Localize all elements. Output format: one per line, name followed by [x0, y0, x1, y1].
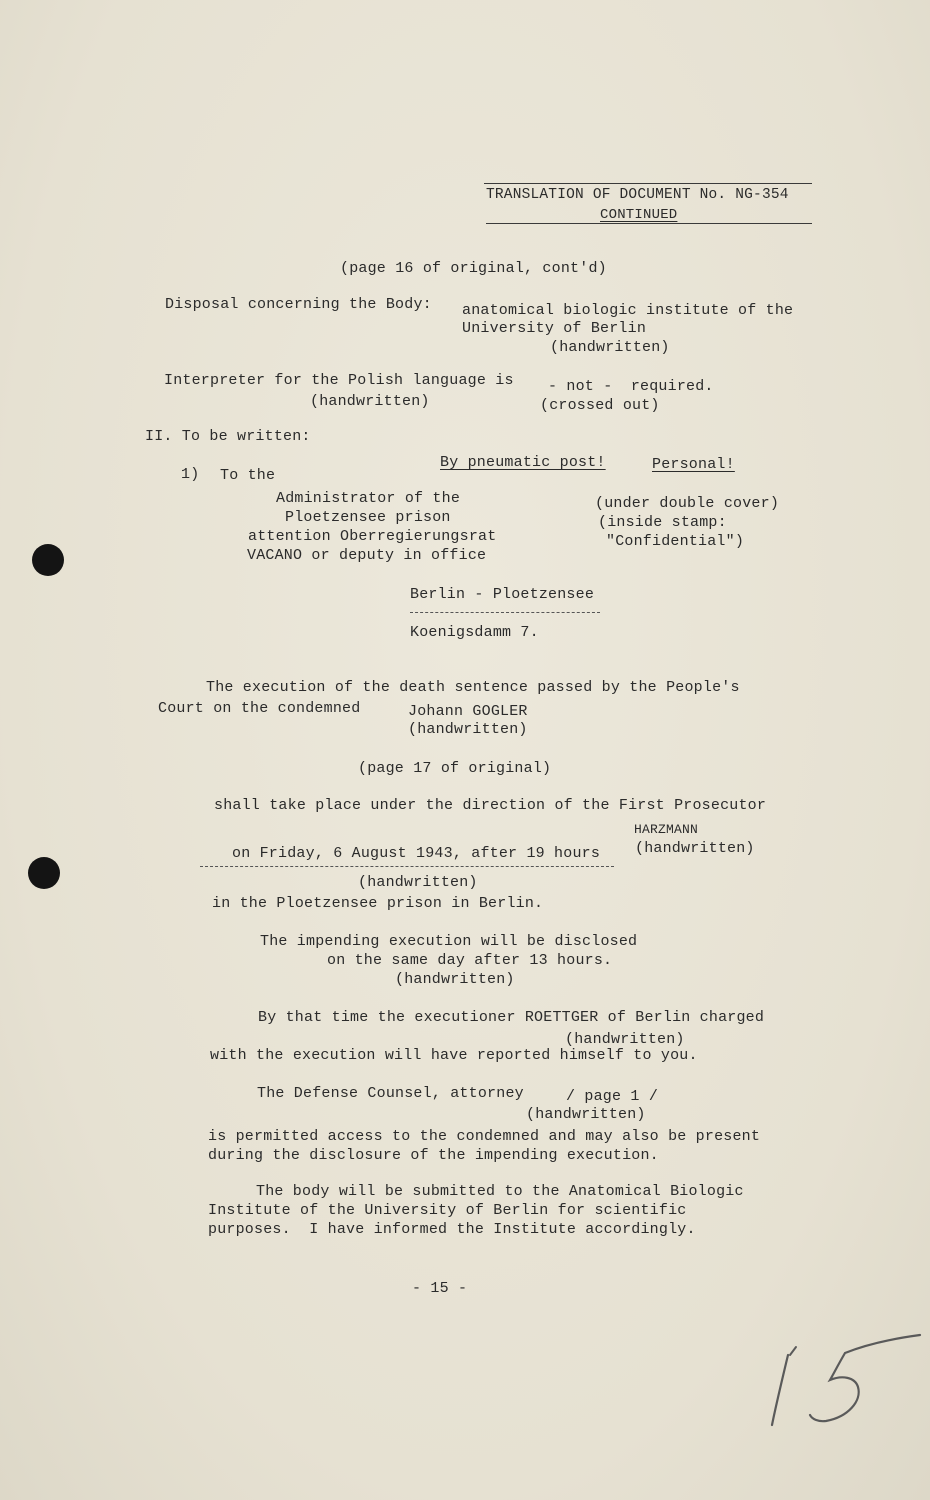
header-continued: CONTINUED [600, 207, 678, 223]
disposal-value-1: anatomical biologic institute of the [462, 302, 794, 319]
disclosure-line-2: on the same day after 13 hours. [327, 952, 613, 969]
execution-note: (handwritten) [408, 721, 528, 738]
counsel-line-3: during the disclosure of the impending execution. [208, 1147, 659, 1164]
address-city: Berlin - Ploetzensee [410, 586, 595, 603]
punch-hole-bottom [28, 857, 60, 889]
execution-line-1: The execution of the death sentence passed by the People's [206, 679, 740, 696]
address-line-1: Administrator of the [276, 490, 461, 507]
disclosure-line-1: The impending execution will be disclosed [260, 933, 638, 950]
page-note-17: (page 17 of original) [358, 760, 552, 777]
counsel-line-2: is permitted access to the condemned and may also be present [208, 1128, 761, 1145]
header-title: TRANSLATION OF DOCUMENT No. NG-354 [486, 187, 789, 203]
executioner-line-1: By that time the executioner ROETTGER of Berlin charged [258, 1009, 765, 1026]
interpreter-note-2: (crossed out) [540, 397, 660, 414]
cover-note-3: "Confidential") [606, 533, 745, 550]
city-underline [410, 612, 600, 613]
disposal-label: Disposal concerning the Body: [165, 296, 432, 313]
disposal-value-2: University of Berlin [462, 320, 647, 337]
body-line-1: The body will be submitted to the Anatomical Biologic [256, 1183, 744, 1200]
execution-line-2b: Johann GOGLER [408, 703, 528, 720]
section-2-heading: II. To be written: [145, 428, 311, 445]
disclosure-note: (handwritten) [395, 971, 515, 988]
address-line-4: VACANO or deputy in office [247, 547, 487, 564]
address-street: Koenigsdamm 7. [410, 624, 539, 641]
counsel-line-1: The Defense Counsel, attorney [257, 1085, 524, 1102]
item-1-to: To the [220, 467, 276, 484]
execution-date: on Friday, 6 August 1943, after 19 hours [232, 845, 601, 862]
delivery-pneumatic: By pneumatic post! [440, 454, 606, 471]
interpreter-note-1: (handwritten) [310, 393, 430, 410]
prosecutor-name: HARZMANN [634, 822, 699, 837]
executioner-note: (handwritten) [565, 1031, 685, 1048]
punch-hole-top [32, 544, 64, 576]
cover-note-2: (inside stamp: [598, 514, 727, 531]
direction-line-1: shall take place under the direction of the First Prosecutor [214, 797, 767, 814]
executioner-line-2: with the execution will have reported himself to you. [210, 1047, 698, 1064]
address-line-3: attention Oberregierungsrat [248, 528, 497, 545]
page-note-16: (page 16 of original, cont'd) [340, 260, 607, 277]
body-line-3: purposes. I have informed the Institute accordingly. [208, 1221, 696, 1238]
cover-note-1: (under double cover) [595, 495, 780, 512]
address-line-2: Ploetzensee prison [285, 509, 451, 526]
counsel-note: (handwritten) [526, 1106, 646, 1123]
page-number: - 15 - [412, 1280, 468, 1297]
date-note: (handwritten) [358, 874, 478, 891]
counsel-ref: / page 1 / [566, 1088, 659, 1105]
header-rule-top [484, 183, 812, 184]
date-underline [200, 866, 614, 867]
item-1-number: 1) [181, 466, 200, 483]
interpreter-label: Interpreter for the Polish language is [164, 372, 514, 389]
execution-place: in the Ploetzensee prison in Berlin. [212, 895, 544, 912]
prosecutor-note: (handwritten) [635, 840, 755, 857]
delivery-personal: Personal! [652, 456, 735, 473]
execution-line-2a: Court on the condemned [158, 700, 361, 717]
body-line-2: Institute of the University of Berlin for scientific [208, 1202, 687, 1219]
handwritten-page-mark [760, 1325, 930, 1435]
interpreter-value: - not - required. [548, 378, 714, 395]
header-rule-bottom [486, 223, 812, 224]
disposal-note: (handwritten) [550, 339, 670, 356]
